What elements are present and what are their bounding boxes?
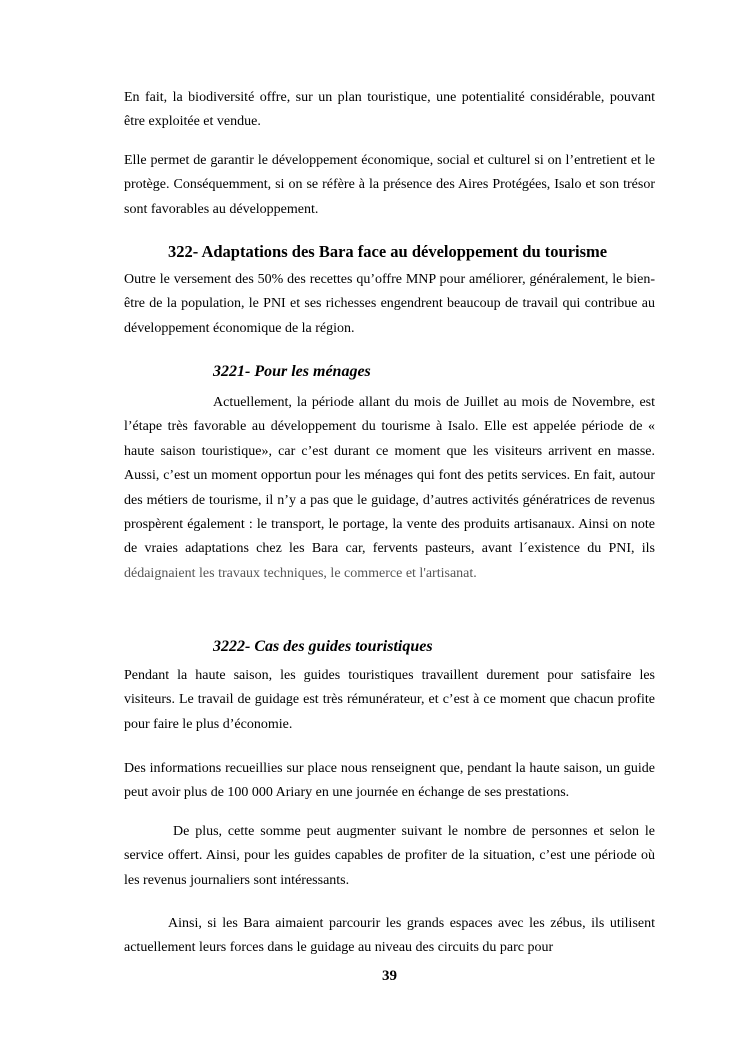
section-heading-322: 322- Adaptations des Bara face au développement du tourisme — [168, 242, 608, 261]
paragraph-haute-saison: Pendant la haute saison, les guides touristiques travaillent durement pour satisfaire les visiteurs. Le travail de guidage est très rémunérateur, et c’est à ce moment que chacun profite pour faire le plus d’économie. — [124, 668, 655, 732]
paragraph-menages-text: Actuellement, la période allant du mois de Juillet au mois de Novembre, est l’étape très favorable au développement du tourisme à Isalo. Elle est appelée période de « haute saison touristique», car c’est durant ce moment que les visiteurs arrivent en masse. Aussi, c’est un moment opportun pour les ménages qui font des petits services. En fait, autour des métiers de tourisme, il n’y a pas que le guidage, d’autres activités génératrices de revenus prospèrent également : le transport, le portage, la vente des produits artisanaux. Ainsi on note de vraies adaptations chez les Bara car, fervents pasteurs, avant l´existence du PNI, ils — [124, 395, 655, 557]
paragraph-menages — [124, 391, 655, 586]
page-number: 39 — [382, 968, 397, 984]
subsection-heading-3222: 3222- Cas des guides touristiques — [213, 638, 433, 655]
paragraph-developpement: Elle permet de garantir le développement économique, social et culturel si on l’entretient et le protège. Conséquemment, si on se réfère à la présence des Aires Protégées, Isalo et son trésor sont favorables au développement. — [124, 153, 655, 217]
paragraph-informations: Des informations recueillies sur place nous renseignent que, pendant la haute saison, un guide peut avoir plus de 100 000 Ariary en une journée en échange de ses prestations. — [124, 761, 655, 801]
paragraph-biodiversite: En fait, la biodiversité offre, sur un plan touristique, une potentialité considérable, pouvant être exploitée et vendue. — [124, 90, 655, 130]
paragraph-bara-zebus: Ainsi, si les Bara aimaient parcourir les grands espaces avec les zébus, ils utilisent actuellement leurs forces dans le guidage au niveau des circuits du parc pour — [124, 916, 655, 956]
paragraph-versement: Outre le versement des 50% des recettes qu’offre MNP pour améliorer, généralement, le bien-être de la population, le PNI et ses richesses engendrent beaucoup de travail qui contribue au développement économique de la région. — [124, 272, 655, 336]
subsection-heading-3221: 3221- Pour les ménages — [213, 363, 371, 380]
paragraph-menages-gray-text: dédaignaient les travaux techniques, le commerce et l'artisanat. — [124, 565, 477, 581]
paragraph-somme: De plus, cette somme peut augmenter suivant le nombre de personnes et selon le service offert. Ainsi, pour les guides capables de profiter de la situation, c’est une période où les revenus journaliers sont intéressants. — [124, 824, 655, 888]
